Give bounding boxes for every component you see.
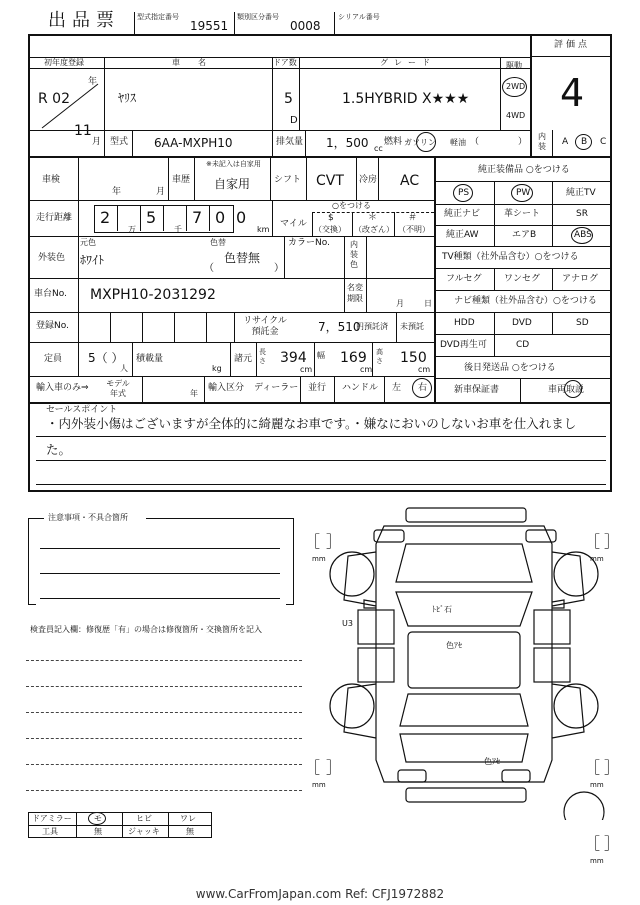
- tire-spare-open: ［: [584, 834, 601, 853]
- ac-value: AC: [400, 173, 420, 189]
- mileage-digit-5: 0: [236, 208, 247, 227]
- recycle-amount: 7，510: [318, 320, 361, 334]
- sales-line-2: た。: [46, 442, 72, 457]
- mileage-circle-note: ○をつける: [332, 201, 371, 210]
- footer-watermark: www.CarFromJapan.com Ref: CFJ1972882: [195, 887, 445, 901]
- year-unit: 年: [88, 77, 98, 87]
- sales-line-1: ・内外装小傷はございますが全体的に綺麗なお車です。・嫌なにおいのしないお車を仕入れまし: [46, 416, 577, 431]
- acc-crack: ヒビ: [136, 814, 152, 823]
- repaint-value: 色替無: [224, 251, 261, 265]
- height-value: 150: [400, 350, 427, 366]
- recycle-unit: 円預託済: [356, 322, 388, 331]
- capacity-unit: 人: [120, 364, 128, 373]
- displacement-label: 排気量: [276, 137, 304, 147]
- mileage-label: 走行距離: [36, 213, 73, 223]
- tire-rl-open: ［: [304, 758, 321, 777]
- mile-label: マイル: [280, 219, 307, 229]
- transfer-month-unit: 月: [396, 299, 404, 308]
- evaluation-score: 4: [560, 71, 585, 115]
- grade-label: グレード: [380, 58, 436, 67]
- exterior-label: 外装色: [38, 253, 66, 263]
- type-no: 19551: [190, 19, 229, 33]
- interior-label: 内装: [538, 132, 546, 151]
- width-value: 169: [340, 350, 367, 366]
- model-year-label: モデル年式: [106, 379, 130, 398]
- inspector-label: 検査員記入欄：修復歴「有」の場合は修復箇所・交換箇所を記入: [30, 625, 262, 634]
- fuel-diesel: 軽油: [450, 138, 466, 147]
- fuel-label: 燃料: [384, 137, 403, 147]
- equip-ps-circle: [453, 184, 473, 202]
- displacement-value: 1，500: [326, 136, 369, 150]
- month-unit: 月: [92, 137, 102, 147]
- model-year-unit: 年: [190, 389, 198, 398]
- fuel-gasoline-circle: [416, 132, 436, 152]
- mark-fade-roof: 色ｱｾ: [446, 641, 462, 650]
- tv-oneseg: ワンセグ: [504, 274, 541, 284]
- tire-rl-close: ］: [326, 758, 343, 777]
- first-reg-month: 11: [74, 123, 92, 139]
- evaluation-label: 評価点: [554, 40, 591, 50]
- handle-right: 右: [418, 383, 428, 393]
- later-manual: 車両取説: [548, 385, 585, 395]
- dvd-playback: DVD再生可: [440, 340, 487, 350]
- height-label: 高さ: [376, 348, 383, 365]
- acc-jack-val: 無: [186, 827, 194, 836]
- fuel-paren-close: ）: [518, 137, 528, 147]
- repaint-label: 色替: [210, 238, 226, 247]
- capacity-value: 5（ ）: [88, 351, 124, 365]
- inspection-label: 車検: [42, 175, 61, 185]
- load-label: 積載量: [136, 354, 164, 364]
- tv-analog: アナログ: [562, 274, 599, 284]
- tire-fr-close: ］: [604, 532, 621, 551]
- tire-rl-mm: mm: [312, 781, 326, 789]
- equip-aw: 純正AW: [446, 230, 479, 240]
- first-reg-label: 初年度登録: [44, 58, 84, 67]
- fuel-gasoline: ガソリン: [404, 138, 436, 147]
- tire-fr-mm: mm: [590, 555, 604, 563]
- equip-pw-circle: [511, 184, 533, 202]
- handle-label: ハンドル: [342, 383, 379, 393]
- door-type: D: [290, 115, 298, 126]
- transfer-label: 名変期限: [347, 283, 363, 303]
- width-cm: cm: [360, 365, 373, 374]
- inspection-year-unit: 年: [112, 187, 122, 197]
- mileage-digit-2: 5: [146, 208, 157, 227]
- length-label: 長さ: [259, 348, 266, 365]
- equip-pw: PW: [516, 188, 531, 198]
- tire-spare-mm: mm: [590, 857, 604, 865]
- cc-unit: cc: [374, 144, 383, 153]
- load-unit: kg: [212, 364, 222, 373]
- tire-fr-open: ［: [584, 532, 601, 551]
- acc-break: ワレ: [180, 814, 196, 823]
- recycle-unpaid: 未預託: [400, 322, 424, 331]
- interior-color-label: 内装色: [350, 240, 358, 269]
- history-label: 車歴: [172, 175, 191, 185]
- tv-fullseg: フルセグ: [446, 274, 482, 284]
- mark-u3: U3: [342, 619, 353, 628]
- original-color-label: 元色: [80, 238, 96, 247]
- equip-abs-circle: [571, 227, 593, 244]
- handle-left: 左: [392, 383, 402, 393]
- mileage-digit-1: 2: [100, 208, 111, 227]
- grade-value: 1.5HYBRID X★★★: [342, 91, 470, 107]
- repaint-paren-open: （: [204, 263, 214, 274]
- acc-mo: モ: [94, 814, 102, 823]
- equip-leather: 革シート: [504, 209, 541, 219]
- mark-fade-rear: 色ｱｾ: [484, 757, 500, 766]
- acc-tools: 工具: [42, 827, 58, 836]
- unknown-symbol: ＃: [408, 213, 418, 223]
- equipment-title: 純正装備品 ○をつける: [478, 165, 570, 175]
- transfer-day-unit: 日: [424, 299, 432, 308]
- shift-value: CVT: [316, 173, 344, 189]
- tire-fl-mm: mm: [312, 555, 326, 563]
- tire-rr-open: ［: [584, 758, 601, 777]
- interior-a: A: [562, 137, 569, 147]
- equip-navi: 純正ナビ: [444, 209, 481, 219]
- recycle-label: リサイクル預託金: [243, 316, 287, 337]
- tire-fl-open: ［: [304, 532, 321, 551]
- first-reg-year: R 02: [38, 91, 70, 107]
- class-no: 0008: [290, 19, 321, 33]
- swap-symbol: $: [328, 213, 334, 223]
- navi-dvd: DVD: [512, 318, 532, 328]
- color-no-label: カラーNo.: [288, 238, 330, 248]
- length-cm: cm: [300, 365, 313, 374]
- mark-stone-chip: ﾄﾋﾞ石: [432, 605, 452, 614]
- width-label: 幅: [317, 351, 325, 360]
- car-name: ﾔﾘｽ: [118, 91, 137, 105]
- class-no-label: 類別区分番号: [237, 13, 279, 21]
- equip-abs: ABS: [574, 230, 592, 240]
- original-color: ﾎﾜｲﾄ: [80, 253, 105, 267]
- drive-2wd: 2WD: [506, 82, 526, 91]
- altered-symbol: ＊: [368, 213, 378, 223]
- handle-right-circle: [412, 378, 432, 398]
- ac-label: 冷房: [359, 175, 378, 185]
- fuel-paren-open: （: [470, 137, 480, 147]
- tire-rr-mm: mm: [590, 781, 604, 789]
- navi-hdd: HDD: [454, 318, 475, 328]
- sales-label: セールスポイント: [46, 405, 118, 415]
- equip-ps: PS: [458, 188, 470, 198]
- serial-label: シリアル番号: [338, 13, 380, 21]
- doors-label: ドア数: [273, 58, 297, 67]
- inspection-month-unit: 月: [156, 187, 166, 197]
- height-cm: cm: [418, 365, 431, 374]
- later-warranty: 新車保証書: [454, 385, 500, 395]
- interior-c: C: [600, 137, 607, 147]
- acc-mirror: ドアミラー: [32, 814, 72, 823]
- chassis-value: MXPH10-2031292: [90, 287, 216, 303]
- swap-label: （交換）: [314, 225, 346, 234]
- tv-title: TV種類（社外品含む）○をつける: [442, 252, 579, 262]
- acc-tools-val: 無: [94, 827, 102, 836]
- drive-4wd: 4WD: [506, 111, 526, 120]
- tire-spare-close: ］: [604, 834, 621, 853]
- car-name-label: 車名: [172, 58, 224, 67]
- type-no-label: 型式指定番号: [137, 13, 179, 21]
- equip-airbag: エアB: [512, 230, 537, 240]
- import-dealer: ディーラー: [254, 383, 299, 393]
- acc-jack: ジャッキ: [128, 827, 160, 836]
- history-value: 自家用: [214, 177, 251, 191]
- later-manual-circle: [564, 380, 582, 398]
- altered-label: （改ざん）: [354, 225, 394, 234]
- dims-label: 諸元: [234, 354, 253, 364]
- mileage-digit-3: 7: [192, 208, 203, 227]
- later-title: 後日発送品 ○をつける: [464, 363, 556, 373]
- capacity-label: 定員: [44, 354, 63, 364]
- car-diagram: [314, 500, 614, 820]
- cd-label: CD: [516, 340, 530, 350]
- navi-sd: SD: [576, 318, 589, 328]
- equip-tv: 純正TV: [566, 188, 596, 198]
- reg-no-label: 登録No.: [36, 321, 69, 331]
- import-parallel: 並行: [308, 383, 327, 393]
- model-label: 型式: [110, 137, 129, 147]
- history-note: ※未記入は自家用: [206, 160, 261, 168]
- unit-km: km: [257, 225, 270, 234]
- acc-mo-circle: [88, 812, 106, 825]
- tire-rr-close: ］: [604, 758, 621, 777]
- sheet-title: 出品票: [48, 10, 120, 31]
- model-value: 6AA-MXPH10: [154, 136, 233, 150]
- equip-sr: SR: [576, 209, 588, 219]
- drive-label: 駆動: [506, 61, 522, 70]
- shift-label: シフト: [274, 175, 302, 185]
- unknown-label: （不明）: [398, 225, 430, 234]
- import-type-label: 輸入区分: [208, 383, 245, 393]
- caution-label: 注意事項・不具合箇所: [48, 513, 128, 522]
- interior-b-circle: [575, 134, 592, 150]
- mileage-digit-4: 0: [215, 208, 226, 227]
- unit-man: 万: [128, 225, 136, 234]
- repaint-paren-close: ）: [274, 263, 284, 274]
- chassis-label: 車台No.: [34, 289, 67, 299]
- unit-sen: 千: [174, 225, 182, 234]
- navi-title: ナビ種類（社外品含む）○をつける: [454, 296, 597, 306]
- tire-fl-close: ］: [326, 532, 343, 551]
- length-value: 394: [280, 350, 307, 366]
- interior-b: B: [581, 137, 588, 147]
- door-count: 5: [284, 91, 293, 107]
- import-label: 輸入車のみ⇒: [36, 383, 89, 393]
